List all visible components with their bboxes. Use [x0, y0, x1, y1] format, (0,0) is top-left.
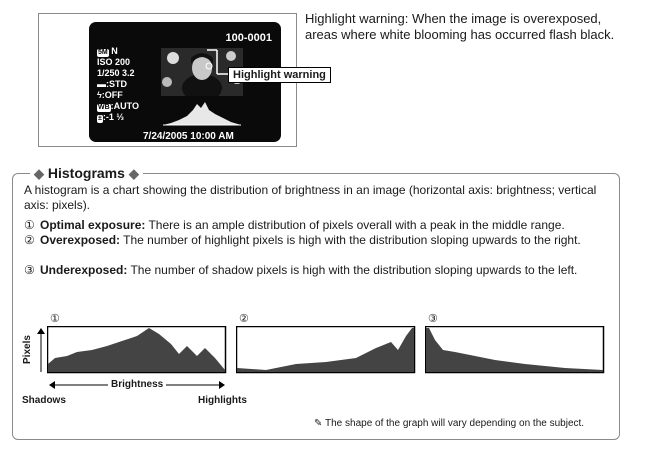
plot-2-label: ② — [239, 313, 249, 325]
film-icon: ▬ — [97, 79, 106, 89]
datetime: 7/24/2005 10:00 AM — [143, 131, 234, 142]
exposure-comp-icon: ± — [98, 115, 102, 122]
note-icon: ✎ — [314, 418, 323, 429]
highlight-warning-description: Highlight warning: When the image is overexposed, areas where white blooming has occurred flash black. — [305, 11, 615, 42]
shadows-label: Shadows — [22, 395, 66, 406]
footnote-text: The shape of the graph will vary depending on the subject. — [325, 418, 585, 429]
histogram-optimal — [47, 326, 227, 374]
footnote — [314, 418, 584, 429]
list-item: ② Overexposed: The number of highlight pixels is high with the distribution sloping upwards to the right. — [24, 233, 581, 247]
histograms-section — [12, 173, 620, 440]
iso-value: ISO 200 — [97, 57, 131, 67]
histogram-overexposed — [236, 326, 416, 374]
histogram-underexposed — [425, 326, 605, 374]
diamond-icon: ◆ — [128, 166, 139, 181]
highlight-warning-callout: Highlight warning — [228, 67, 331, 83]
y-axis-arrow — [34, 326, 48, 374]
image-size-badge: 5M — [98, 49, 108, 56]
flash-icon: ϟ — [97, 90, 102, 100]
shutter-aperture: 1/250 3.2 — [97, 68, 135, 78]
section-title — [30, 165, 143, 182]
section-title-text: Histograms — [47, 165, 125, 181]
frame-number: 100-0001 — [225, 32, 272, 44]
plot-1-label: ① — [50, 313, 60, 325]
film-sim-value: :STD — [106, 79, 127, 89]
diamond-icon: ◆ — [34, 166, 44, 181]
exposure-comp-value: :-1 ⅓ — [102, 112, 124, 122]
quality-value: N — [111, 46, 118, 56]
flash-value: :OFF — [101, 90, 123, 100]
white-balance-value: :AUTO — [110, 101, 140, 111]
list-item: ① Optimal exposure: There is an ample distribution of pixels overall with a peak in the middle range. — [24, 218, 565, 232]
histograms-intro: A histogram is a chart showing the distribution of brightness in an image (horizontal axis: brightness; vertical axis: pixels). — [24, 183, 597, 212]
plot-3-label: ③ — [428, 313, 438, 325]
list-item: ③ Underexposed: The number of shadow pixels is high with the distribution sloping upwards to the left. — [24, 263, 578, 277]
x-axis-label: Brightness — [108, 379, 166, 390]
y-axis-label: Pixels — [22, 335, 33, 364]
white-balance-icon: WB — [98, 104, 110, 111]
highlights-label: Highlights — [198, 395, 247, 406]
